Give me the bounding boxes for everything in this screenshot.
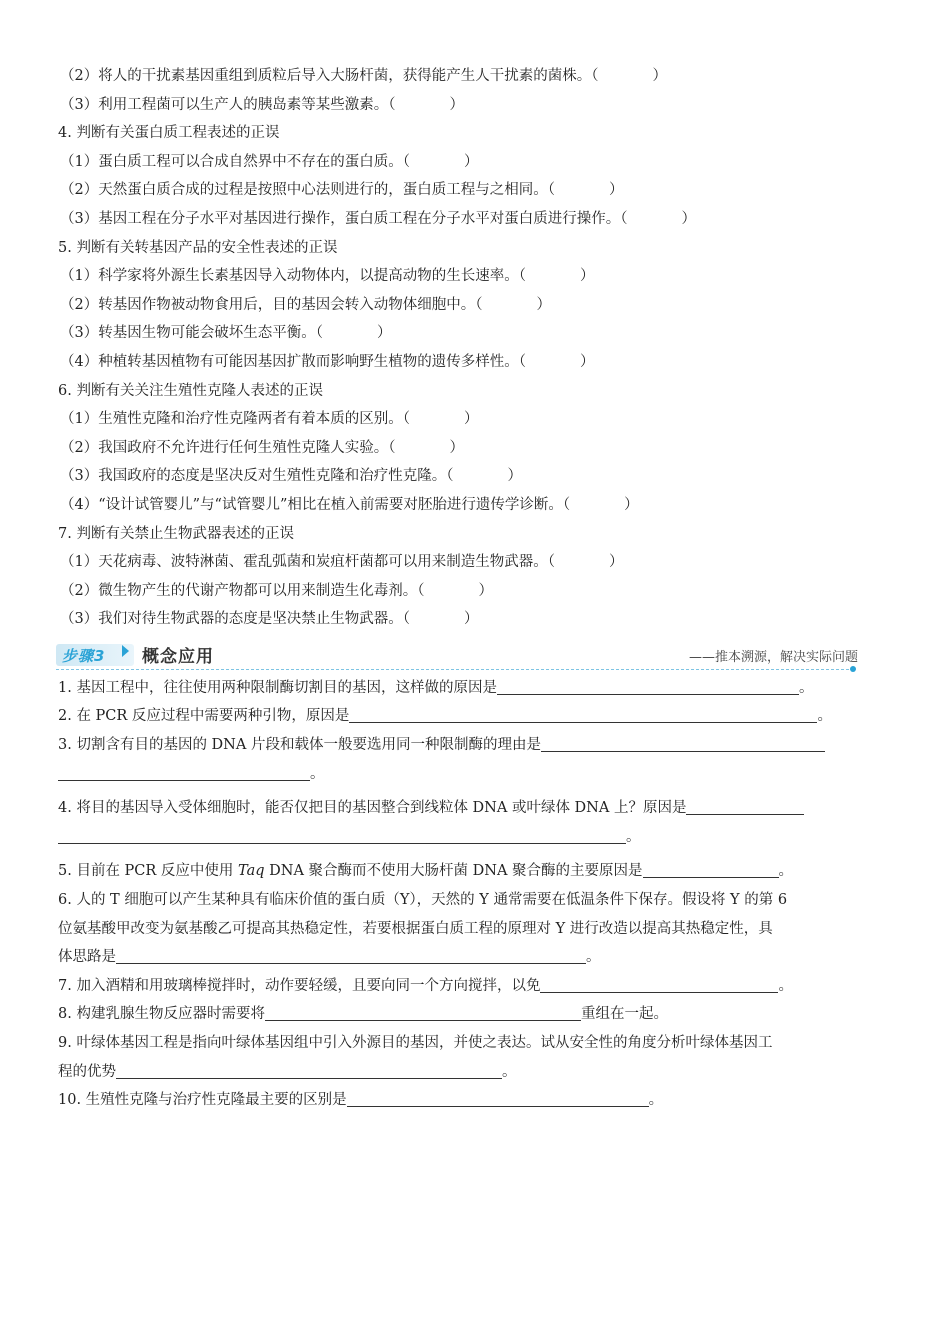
judgement-item: （1）科学家将外源生长素基因导入动物体内，以提高动物的生长速率。（ ） [60, 268, 595, 285]
section-subtitle: ——推本溯源，解决实际问题 [688, 649, 858, 665]
true-false-section [58, 62, 890, 634]
answer-blank-2[interactable] [349, 705, 817, 723]
question-4-cont: 。 [58, 823, 890, 852]
question-3: 3. 切割含有目的基因的 DNA 片段和载体一般要选用同一种限制酶的理由是 [58, 731, 890, 760]
judgement-item: （1）生殖性克隆和治疗性克隆两者有着本质的区别。（ ） [60, 411, 479, 428]
judgement-item: （3）我们对待生物武器的态度是坚决禁止生物武器。（ ） [60, 611, 479, 628]
judgement-item: （3）转基因生物可能会破坏生态平衡。（ ） [60, 325, 392, 342]
step3-banner [56, 640, 890, 670]
judgement-item: （3）我国政府的态度是坚决反对生殖性克隆和治疗性克隆。（ ） [60, 468, 522, 485]
question-3-cont: 。 [58, 760, 890, 789]
judgement-item: （2）我国政府不允许进行任何生殖性克隆人实验。（ ） [60, 439, 464, 456]
judgement-item: （4）种植转基因植物有可能因基因扩散而影响野生植物的遗传多样性。（ ） [60, 353, 595, 370]
question-heading: 5. 判断有关转基因产品的安全性表述的正误 [58, 239, 338, 256]
question-heading: 7. 判断有关禁止生物武器表述的正误 [58, 525, 294, 542]
concept-application-questions [58, 674, 890, 1115]
answer-blank-5[interactable] [643, 860, 779, 878]
play-arrow-icon [122, 645, 129, 657]
judgement-item: （2）转基因作物被动物食用后，目的基因会转入动物体细胞中。（ ） [60, 296, 551, 313]
question-7: 7. 加入酒精和用玻璃棒搅拌时，动作要轻缓，且要向同一个方向搅拌，以免 。 [58, 972, 890, 1001]
judgement-item: （2）将人的干扰素基因重组到质粒后导入大肠杆菌，获得能产生人干扰素的菌株。（ ） [60, 68, 667, 84]
dashed-divider [56, 669, 854, 670]
answer-blank-6[interactable] [116, 946, 586, 964]
question-5: 5. 目前在 PCR 反应中使用 Taq DNA 聚合酶而不使用大肠杆菌 DNA 聚合酶的主要原因是 。 [58, 857, 890, 886]
question-9-line1: 9. 叶绿体基因工程是指向叶绿体基因组中引入外源目的基因，并使之表达。试从安全性的角度分析叶绿体基因工 [58, 1035, 773, 1051]
question-heading: 4. 判断有关蛋白质工程表述的正误 [58, 125, 280, 142]
question-4: 4. 将目的基因导入受体细胞时，能否仅把目的基因整合到线粒体 DNA 或叶绿体 DNA 上？原因是 [58, 794, 890, 823]
section-title: 概念应用 [142, 646, 214, 667]
judgement-item: （3）利用工程菌可以生产人的胰岛素等某些激素。（ ） [60, 96, 464, 113]
question-6-line3: 体思路是 。 [58, 943, 890, 972]
judgement-item: （2）微生物产生的代谢产物都可以用来制造生化毒剂。（ ） [60, 582, 493, 599]
judgement-item: （1）蛋白质工程可以合成自然界中不存在的蛋白质。（ ） [60, 153, 479, 170]
divider-dot [850, 666, 856, 672]
step-label: 步骤3 [62, 646, 106, 665]
question-9-line2: 程的优势 。 [58, 1058, 890, 1087]
question-1: 1. 基因工程中，往往使用两种限制酶切割目的基因，这样做的原因是 。 [58, 674, 890, 703]
answer-blank-8[interactable] [265, 1003, 581, 1021]
answer-blank-7[interactable] [540, 975, 778, 993]
answer-blank-4a[interactable] [686, 797, 804, 815]
answer-blank-3a[interactable] [541, 734, 825, 752]
answer-blank-4b[interactable] [58, 826, 626, 844]
question-10: 10. 生殖性克隆与治疗性克隆最主要的区别是 。 [58, 1086, 890, 1115]
question-heading: 6. 判断有关关注生殖性克隆人表述的正误 [58, 382, 323, 399]
judgement-item: （3）基因工程在分子水平对基因进行操作，蛋白质工程在分子水平对蛋白质进行操作。（ ） [60, 210, 696, 227]
answer-blank-3b[interactable] [58, 763, 310, 781]
question-6-line1: 6. 人的 T 细胞可以产生某种具有临床价值的蛋白质（Y），天然的 Y 通常需要在低温条件下保存。假设将 Y 的第 6 [58, 892, 788, 909]
answer-blank-9[interactable] [116, 1061, 502, 1079]
answer-blank-10[interactable] [347, 1089, 649, 1107]
answer-blank-1[interactable] [497, 677, 799, 695]
judgement-item: （2）天然蛋白质合成的过程是按照中心法则进行的，蛋白质工程与之相同。（ ） [60, 182, 624, 199]
judgement-item: （1）天花病毒、波特淋菌、霍乱弧菌和炭疽杆菌都可以用来制造生物武器。（ ） [60, 554, 624, 571]
question-2: 2. 在 PCR 反应过程中需要两种引物，原因是 。 [58, 702, 890, 731]
judgement-item: （4）“设计试管婴儿”与“试管婴儿”相比在植入前需要对胚胎进行遗传学诊断。（ ） [60, 496, 639, 513]
question-8: 8. 构建乳腺生物反应器时需要将 重组在一起。 [58, 1000, 890, 1029]
question-6-line2: 位氨基酸甲改变为氨基酸乙可提高其热稳定性，若要根据蛋白质工程的原理对 Y 进行改造以提高其热稳定性，具 [58, 920, 773, 937]
